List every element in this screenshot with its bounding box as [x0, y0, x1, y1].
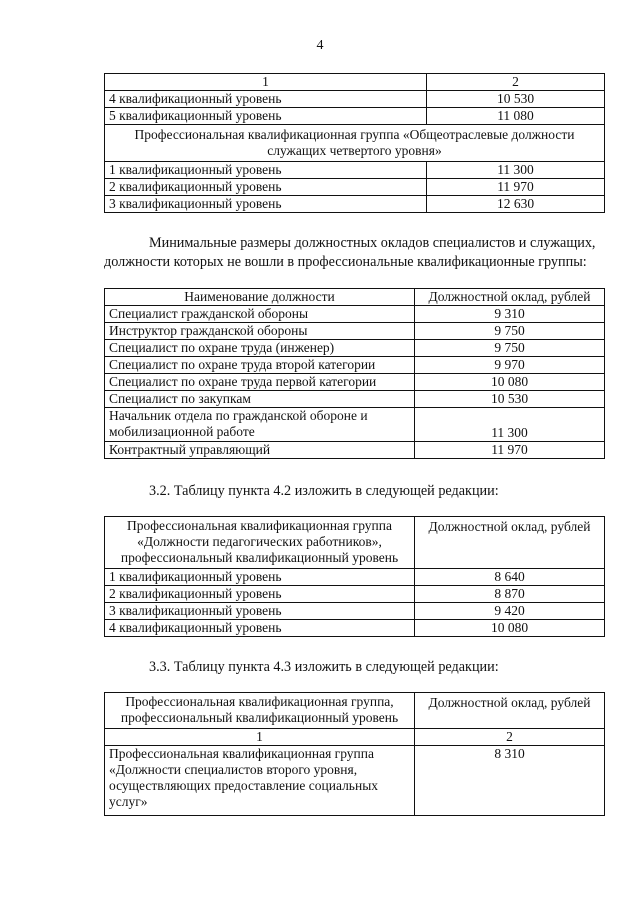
position-name-cell: Начальник отдела по гражданской обороне и мобилизационной работе: [105, 408, 415, 442]
table-header-row: [105, 74, 605, 91]
paragraph-line: Минимальные размеры должностных окладов специалистов и служащих,: [149, 235, 596, 251]
header-salary: Должностной оклад, рублей: [415, 289, 605, 306]
level-name-cell: 2 квалификационный уровень: [105, 179, 427, 196]
position-name-cell: Инструктор гражданской обороны: [105, 323, 415, 340]
header-group-level: Профессиональная квалификационная группа, профессиональный квалификационный уровень: [105, 693, 415, 729]
position-name-cell: Специалист по закупкам: [105, 391, 415, 408]
table-header-row: [105, 517, 605, 569]
level-name-cell: 1 квалификационный уровень: [105, 162, 427, 179]
salary-cell: 10 080: [415, 374, 605, 391]
table-row: [105, 620, 605, 637]
salary-cell: 8 870: [415, 586, 605, 603]
salary-cell: 11 300: [415, 408, 605, 442]
salary-cell: 9 420: [415, 603, 605, 620]
table-row: [105, 569, 605, 586]
salary-cell: 10 530: [427, 91, 605, 108]
salary-cell: 10 080: [415, 620, 605, 637]
table-header-row: [105, 693, 605, 729]
group-name-cell: Профессиональная квалификационная группа «Должности специалистов второго уровня, осуществляющих предоставление социальных услуг»: [105, 746, 415, 816]
position-name-cell: Специалист по охране труда (инженер): [105, 340, 415, 357]
salary-cell: 11 970: [415, 442, 605, 459]
header-position-name: Наименование должности: [105, 289, 415, 306]
table-row: [105, 746, 605, 816]
level-name-cell: 3 квалификационный уровень: [105, 196, 427, 213]
table-row: [105, 340, 605, 357]
intro-paragraph: [104, 234, 608, 272]
salary-table-general: [104, 73, 605, 213]
level-name-cell: 1 квалификационный уровень: [105, 569, 415, 586]
table-row: [105, 391, 605, 408]
table-number-row: [105, 729, 605, 746]
section-3-3-text: 3.3. Таблицу пункта 4.3 изложить в следующей редакции:: [149, 659, 499, 675]
table-row: [105, 442, 605, 459]
salary-cell: 9 750: [415, 340, 605, 357]
column-number-cell: 1: [105, 74, 427, 91]
salary-table-specialists: [104, 288, 605, 459]
position-name-cell: Контрактный управляющий: [105, 442, 415, 459]
column-number-cell: 2: [415, 729, 605, 746]
table-row: [105, 374, 605, 391]
table-row: [105, 108, 605, 125]
paragraph-line: должности которых не вошли в профессиональные квалификационные группы:: [104, 254, 587, 270]
salary-cell: 9 970: [415, 357, 605, 374]
position-name-cell: Специалист по охране труда первой категории: [105, 374, 415, 391]
position-name-cell: Специалист гражданской обороны: [105, 306, 415, 323]
position-name-cell: Специалист по охране труда второй категории: [105, 357, 415, 374]
table-header-row: [105, 289, 605, 306]
page-number: 4: [316, 38, 324, 53]
table-row: [105, 603, 605, 620]
group-heading-cell: Профессиональная квалификационная группа «Общеотраслевые должности служащих четвертого уровня»: [105, 125, 605, 162]
table-row: [105, 179, 605, 196]
table-row: [105, 408, 605, 442]
level-name-cell: 2 квалификационный уровень: [105, 586, 415, 603]
salary-cell: 12 630: [427, 196, 605, 213]
salary-cell: 10 530: [415, 391, 605, 408]
salary-cell: 11 080: [427, 108, 605, 125]
salary-cell: 9 310: [415, 306, 605, 323]
column-number-cell: 1: [105, 729, 415, 746]
header-salary: Должностной оклад, рублей: [415, 517, 605, 569]
table-row: [105, 91, 605, 108]
header-salary: Должностной оклад, рублей: [415, 693, 605, 729]
salary-cell: 11 300: [427, 162, 605, 179]
level-name-cell: 4 квалификационный уровень: [105, 91, 427, 108]
table-row: [105, 196, 605, 213]
table-row: [105, 162, 605, 179]
level-name-cell: 4 квалификационный уровень: [105, 620, 415, 637]
level-name-cell: 3 квалификационный уровень: [105, 603, 415, 620]
table-row: [105, 306, 605, 323]
salary-cell: 9 750: [415, 323, 605, 340]
salary-table-pedagogical: [104, 516, 605, 637]
salary-cell: 8 640: [415, 569, 605, 586]
salary-cell: 11 970: [427, 179, 605, 196]
salary-cell: 8 310: [415, 746, 605, 816]
table-row: [105, 323, 605, 340]
table-row: [105, 586, 605, 603]
level-name-cell: 5 квалификационный уровень: [105, 108, 427, 125]
section-3-2-text: 3.2. Таблицу пункта 4.2 изложить в следующей редакции:: [149, 483, 499, 499]
table-row: [105, 357, 605, 374]
column-number-cell: 2: [427, 74, 605, 91]
header-group-level: Профессиональная квалификационная группа «Должности педагогических работников», профессиональный квалификационный уровень: [105, 517, 415, 569]
group-heading-row: [105, 125, 605, 162]
salary-table-social-services: [104, 692, 605, 816]
